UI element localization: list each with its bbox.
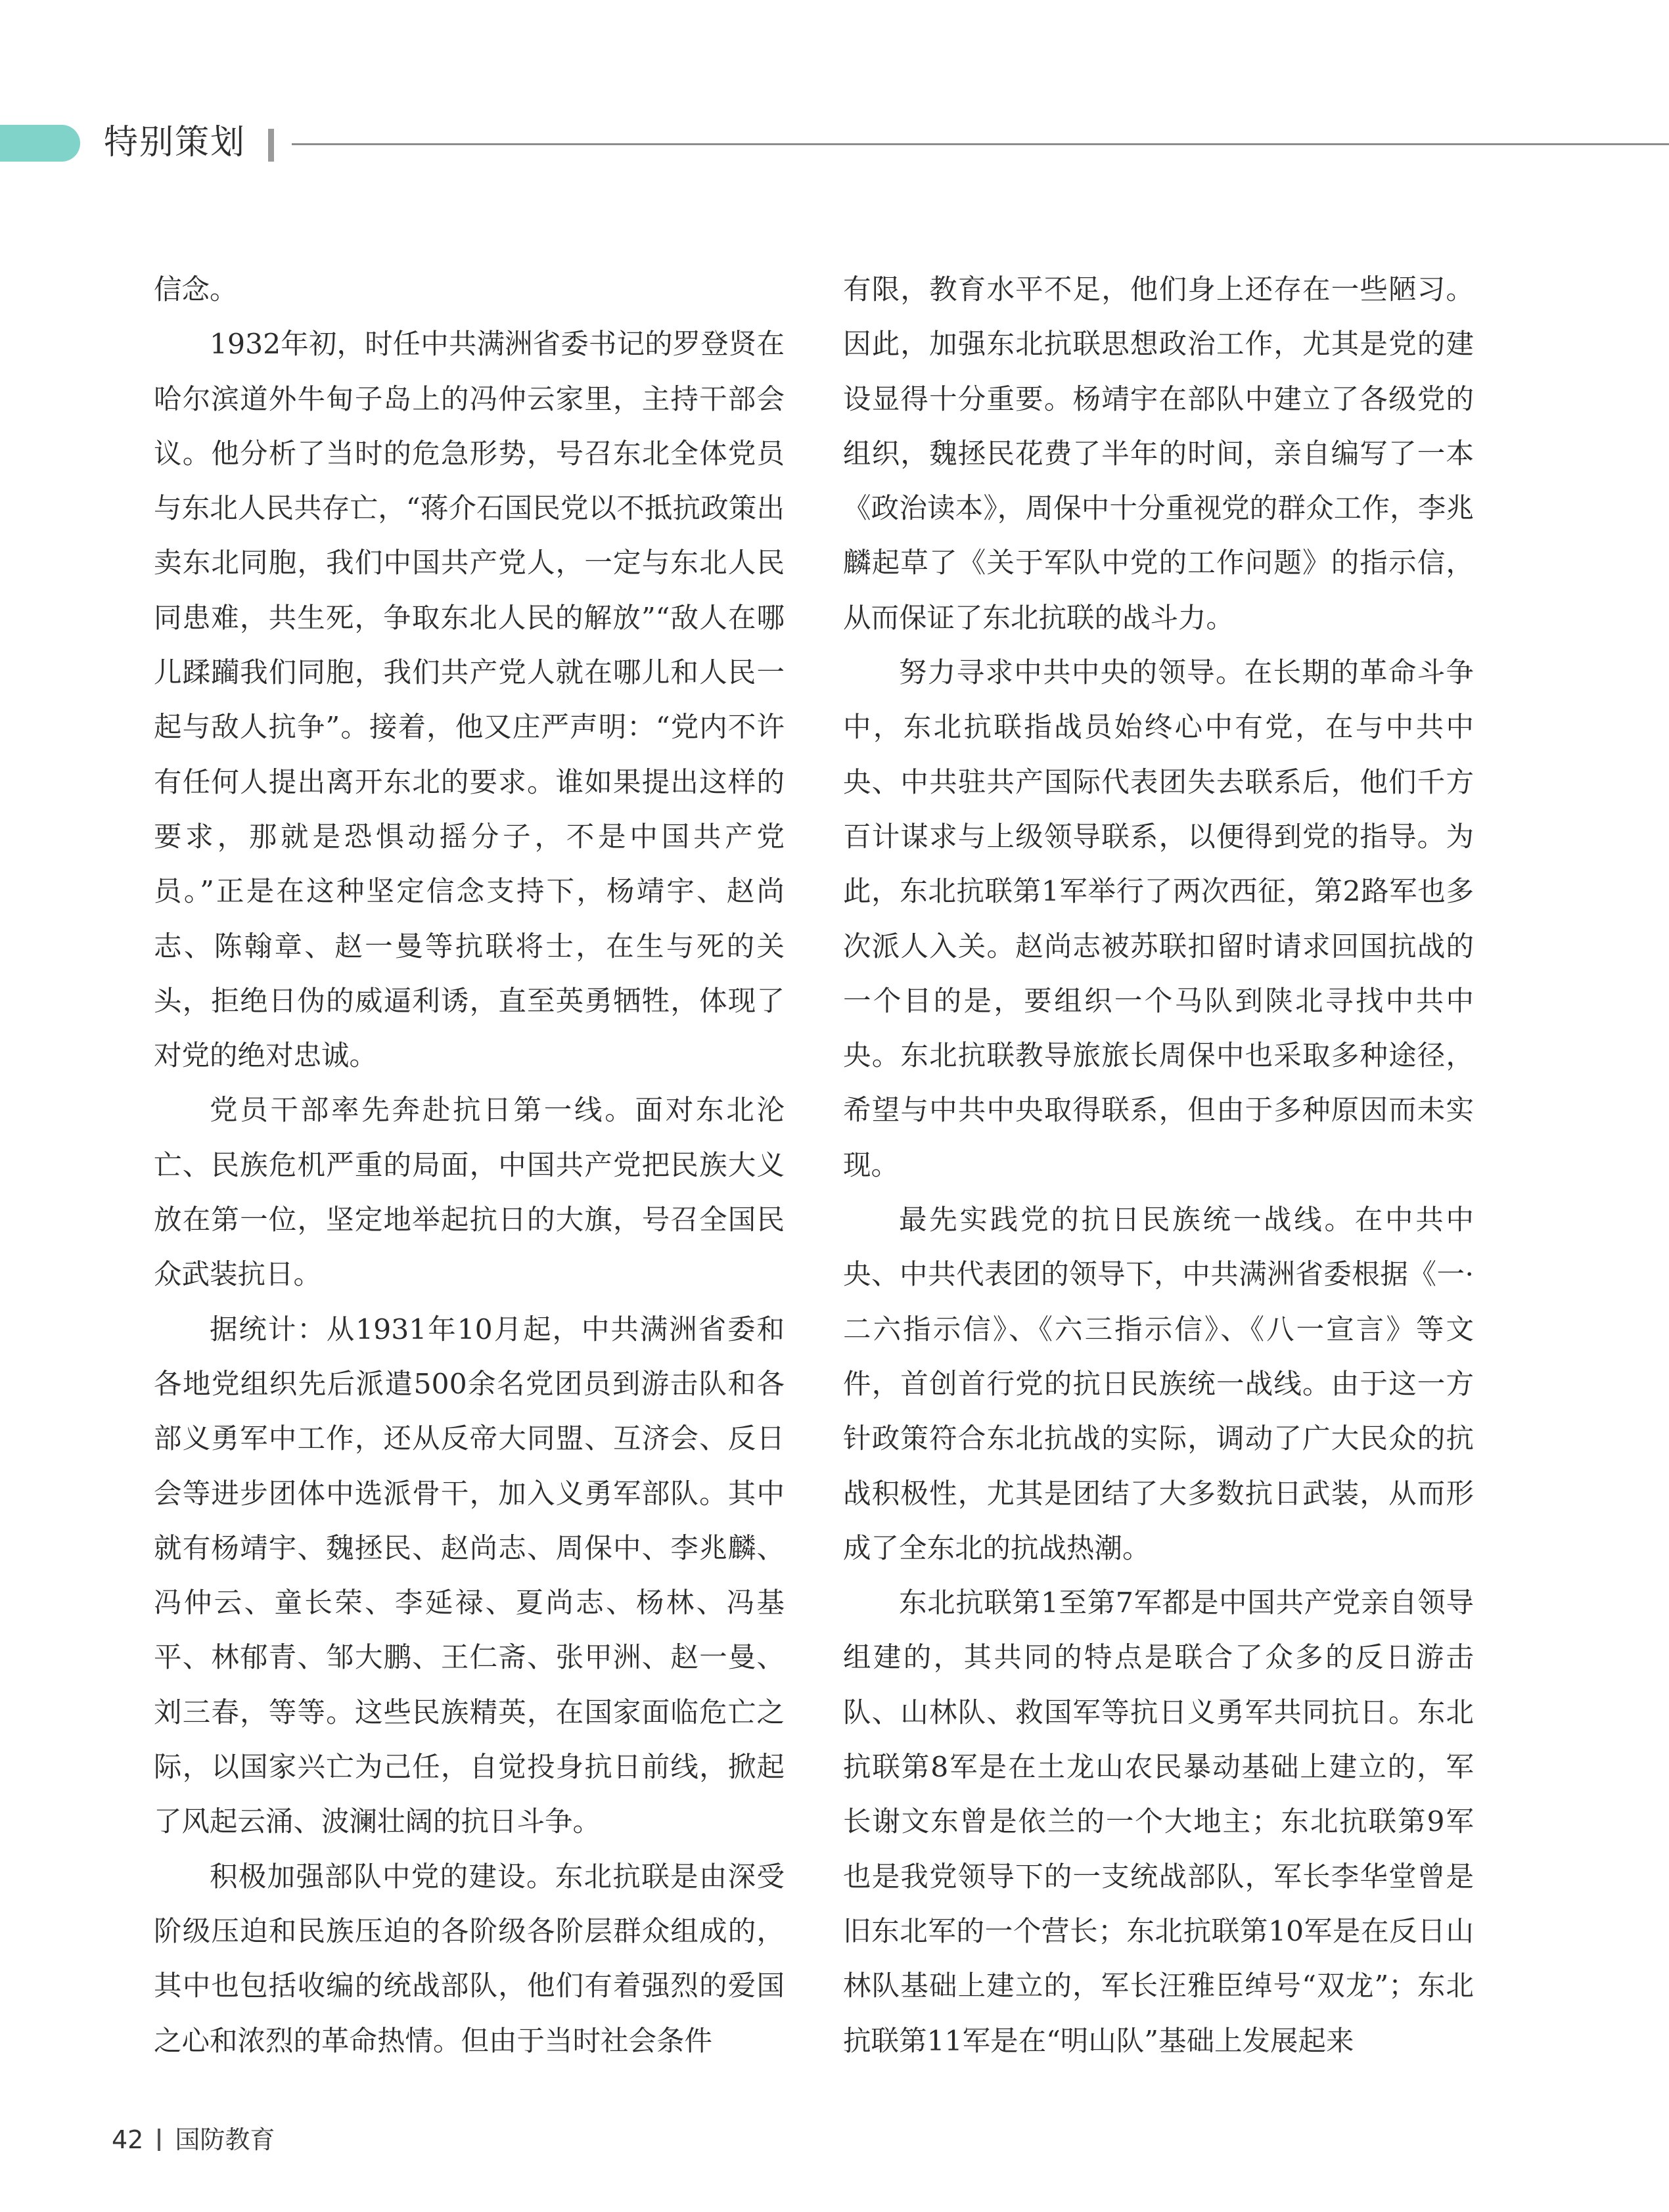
left-column xyxy=(154,263,785,2076)
paragraph: 信念。 xyxy=(154,274,238,306)
paragraph: 积极加强部队中党的建设。东北抗联是由深受阶级压迫和民族压迫的各阶级各阶层群众组成的，其中也包括收编的统战部队，他们有着强烈的爱国之心和浓烈的革命热情。但由于当时社会条件 xyxy=(154,1861,785,2058)
paragraph: 据统计：从1931年10月起，中共满洲省委和各地党组织先后派遣500余名党团员到游击队和各部义勇军中工作，还从反帝大同盟、互济会、反日会等进步团体中选派骨干，加入义勇军部队。其中就有杨靖宇、魏拯民、赵尚志、周保中、李兆麟、冯仲云、童长荣、李延禄、夏尚志、杨林、冯基平、林郁青、邹大鹏、王仁斋、张甲洲、赵一曼、刘三春，等等。这些民族精英，在国家面临危亡之际，以国家兴亡为己任，自觉投身抗日前线，掀起了风起云涌、波澜壮阔的抗日斗争。 xyxy=(154,1313,785,1839)
section-tab-marker xyxy=(0,125,80,162)
paragraph: 有限，教育水平不足，他们身上还存在一些陋习。因此，加强东北抗联思想政治工作，尤其是党的建设显得十分重要。杨靖宇在部队中建立了各级党的组织，魏拯民花费了半年的时间，亲自编写了一本《政治读本》，周保中十分重视党的群众工作，李兆麟起草了《关于军队中党的工作问题》的指示信，从而保证了东北抗联的战斗力。 xyxy=(843,274,1474,635)
paragraph: 最先实践党的抗日民族统一战线。在中共中央、中共代表团的领导下，中共满洲省委根据《一·二六指示信》、《六三指示信》、《八一宣言》等文件，首创首行党的抗日民族统一战线。由于这一方针政策符合东北抗战的实际，调动了广大民众的抗战积极性，尤其是团结了大多数抗日武装，从而形成了全东北的抗战热潮。 xyxy=(843,1204,1474,1565)
page-footer xyxy=(112,2119,275,2161)
section-title: 特别策划 xyxy=(104,123,246,162)
title-separator-bar xyxy=(268,129,274,162)
publication-name: 国防教育 xyxy=(175,2125,275,2154)
paragraph: 党员干部率先奔赴抗日第一线。面对东北沦亡、民族危机严重的局面，中国共产党把民族大义放在第一位，坚定地举起抗日的大旗，号召全国民众武装抗日。 xyxy=(154,1095,785,1292)
header-rule xyxy=(292,143,1669,145)
paragraph: 东北抗联第1至第7军都是中国共产党亲自领导组建的，其共同的特点是联合了众多的反日游击队、山林队、救国军等抗日义勇军共同抗日。东北抗联第8军是在土龙山农民暴动基础上建立的，军长谢文东曾是依兰的一个大地主；东北抗联第9军也是我党领导下的一支统战部队，军长李华堂曾是旧东北军的一个营长；东北抗联第10军是在反日山林队基础上建立的，军长汪雅臣绰号“双龙”；东北抗联第11军是在“明山队”基础上发展起来 xyxy=(843,1587,1474,2058)
paragraph: 努力寻求中共中央的领导。在长期的革命斗争中，东北抗联指战员始终心中有党，在与中共中央、中共驻共产国际代表团失去联系后，他们千方百计谋求与上级领导联系，以便得到党的指导。为此，东北抗联第1军举行了两次西征，第2路军也多次派人入关。赵尚志被苏联扣留时请求回国抗战的一个目的是，要组织一个马队到陕北寻找中共中央。东北抗联教导旅旅长周保中也采取多种途径，希望与中共中央取得联系，但由于多种原因而未实现。 xyxy=(843,657,1474,1182)
page-header xyxy=(0,0,1669,197)
right-column xyxy=(843,263,1474,2076)
paragraph: 1932年初，时任中共满洲省委书记的罗登贤在哈尔滨道外牛甸子岛上的冯仲云家里，主持干部会议。他分析了当时的危急形势，号召东北全体党员与东北人民共存亡，“蒋介石国民党以不抵抗政策出卖东北同胞，我们中国共产党人，一定与东北人民同患难，共生死，争取东北人民的解放”“敌人在哪儿蹂躏我们同胞，我们共产党人就在哪儿和人民一起与敌人抗争”。接着，他又庄严声明：“党内不许有任何人提出离开东北的要求。谁如果提出这样的要求，那就是恐惧动摇分子，不是中国共产党员。”正是在这种坚定信念支持下，杨靖宇、赵尚志、陈翰章、赵一曼等抗联将士，在生与死的关头，拒绝日伪的威逼利诱，直至英勇牺牲，体现了对党的绝对忠诚。 xyxy=(154,328,785,1073)
page-number: 42 xyxy=(112,2125,144,2154)
footer-separator xyxy=(158,2129,160,2151)
